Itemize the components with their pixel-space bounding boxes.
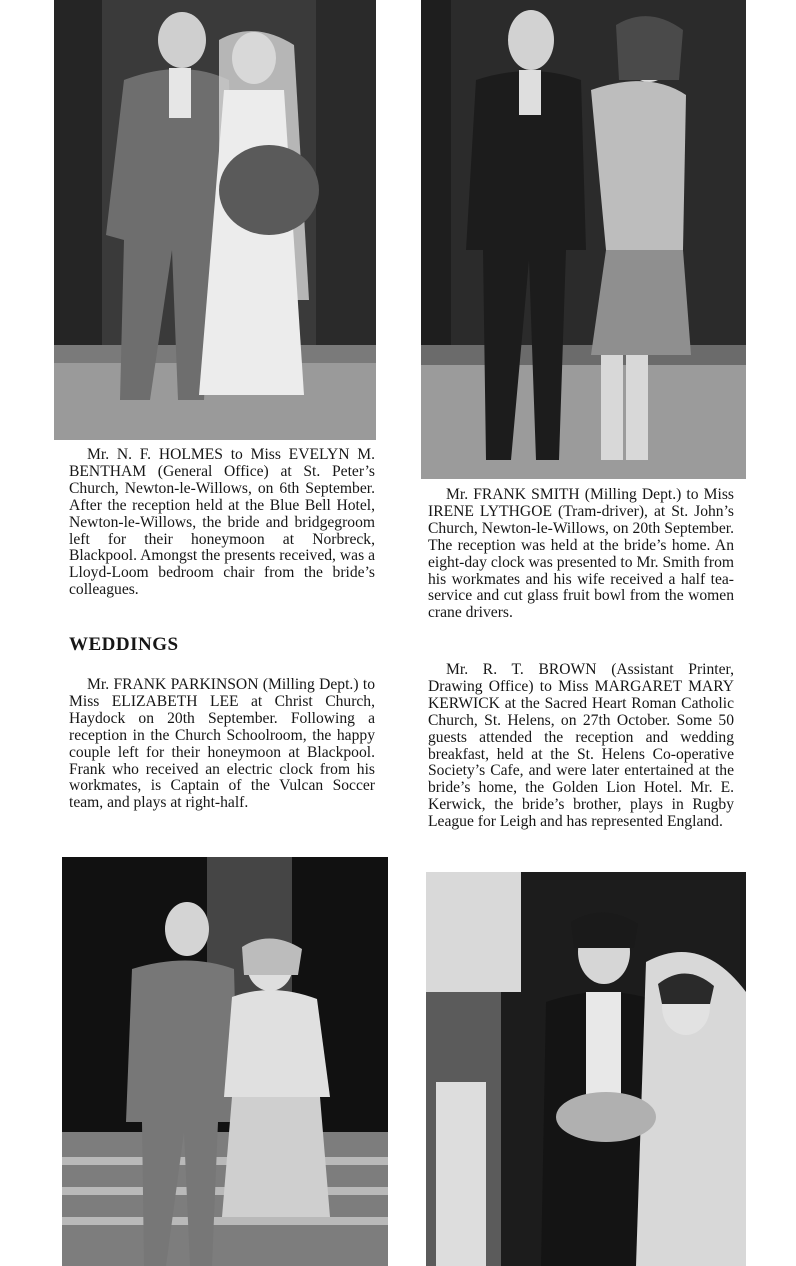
article-parkinson-lee (69, 677, 375, 822)
article-text: Mr. FRANK SMITH (Milling Dept.) to Miss IRENE LYTHGOE (Tram-driver), at St. John’s Church, Newton-le-Willows, on 20th September. The reception was held at the bride’s home. An eight-day clock was presented to Mr. Smith from his workmates and his wife received a half tea-service and cut glass fruit bowl from the women crane drivers. (428, 486, 734, 622)
wedding-photo-holmes-bentham (54, 0, 376, 440)
wedding-photo-parkinson-lee (62, 857, 388, 1266)
article-text: Mr. N. F. HOLMES to Miss EVELYN M. BENTHAM (General Office) at St. Peter’s Church, Newton-le-Willows, on 6th September. After the reception held at the Blue Bell Hotel, Newton-le-Willows, the bride and bridgegroom left for their honeymoon at Norbreck, Blackpool. Amongst the presents received, was a Lloyd-Loom bedroom chair from the bride’s colleagues. (69, 446, 375, 599)
wedding-photo-brown-kerwick (426, 872, 746, 1266)
wedding-photo-smith-lythgoe (421, 0, 746, 479)
section-heading-weddings: WEDDINGS (69, 634, 179, 655)
article-text: Mr. R. T. BROWN (Assistant Printer, Drawing Office) to Miss MARGARET MARY KERWICK at the Sacred Heart Roman Catholic Church, St. Helens, on 27th October. Some 50 guests attended the reception and wedding breakfast, held at the St. Helens Co-operative Society’s Cafe, and were later entertained at the bride’s home, the Golden Lion Hotel. Mr. E. Kerwick, the bride’s brother, plays in Rugby League for Leigh and has represented England. (428, 661, 734, 831)
article-smith-lythgoe (428, 487, 734, 632)
article-text: Mr. FRANK PARKINSON (Milling Dept.) to Miss ELIZABETH LEE at Christ Church, Haydock on 20th September. Following a reception in the Church Schoolroom, the happy couple left for their honeymoon at Blackpool. Frank who received an electric clock from his workmates, is Captain of the Vulcan Soccer team, and plays at right-half. (69, 676, 375, 812)
article-holmes-bentham (69, 447, 375, 609)
article-brown-kerwick (428, 662, 734, 841)
